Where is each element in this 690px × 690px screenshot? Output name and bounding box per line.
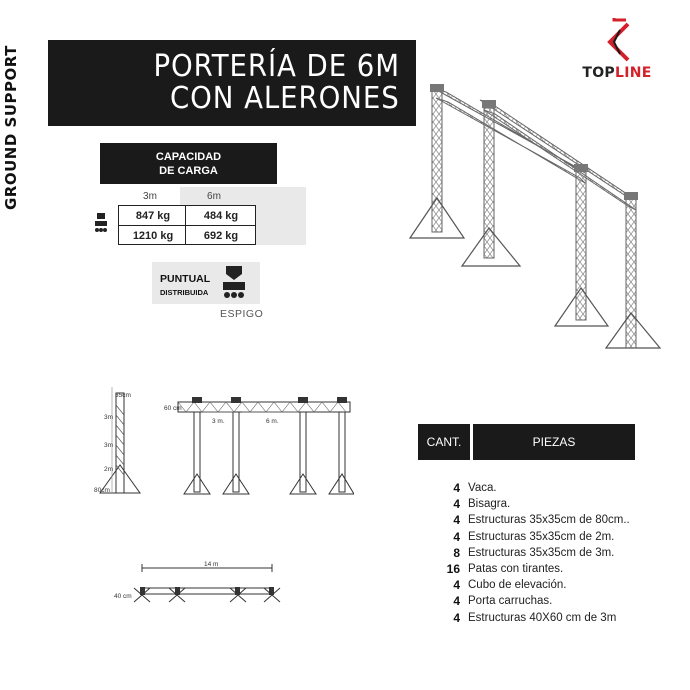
piece-qty: 16 — [446, 562, 460, 577]
top-view-diagram — [112, 558, 286, 608]
side-label-2m: 2m — [104, 466, 114, 473]
piece-row — [440, 480, 690, 496]
pieces-header-name: PIEZAS — [473, 424, 635, 460]
piece-row — [440, 561, 690, 577]
capacity-table — [118, 205, 256, 245]
piece-qty: 4 — [453, 497, 460, 512]
side-label-3m-top: 3m — [104, 414, 114, 421]
piece-qty: 4 — [453, 481, 460, 496]
title-line-2: CON ALERONES — [170, 81, 400, 116]
piece-qty: 8 — [453, 545, 460, 560]
capacity-cell-puntual-6m: 484 kg — [203, 209, 239, 222]
capacity-col-divider — [185, 206, 186, 244]
piece-name: Patas con tirantes. — [468, 563, 564, 576]
front-label-3m: 3 m. — [212, 418, 225, 425]
brand-top-text: TOP — [582, 65, 615, 81]
side-view-diagram — [92, 385, 144, 497]
capacity-header — [100, 143, 277, 184]
front-label-60cm: 60 cm — [164, 405, 182, 412]
piece-row — [440, 545, 690, 561]
piece-name: Estructuras 40X60 cm de 3m — [468, 611, 617, 624]
piece-name: Estructuras 35x35cm de 3m. — [468, 546, 615, 559]
piece-row — [440, 529, 690, 545]
capacity-cell-puntual-3m: 847 kg — [135, 209, 171, 222]
ground-support-label: GROUND SUPPORT — [2, 45, 20, 210]
structure-perspective-illustration — [400, 78, 690, 360]
capacity-col-3m: 3m — [143, 191, 157, 202]
piece-qty: 4 — [453, 610, 460, 625]
piece-name: Bisagra. — [468, 498, 511, 511]
piece-name: Estructuras 35x35cm de 2m. — [468, 530, 615, 543]
front-view-diagram — [164, 392, 354, 498]
pieces-header-qty: CANT. — [418, 424, 470, 460]
side-label-35cm: 35cm — [115, 392, 131, 399]
side-label-3m-mid: 3m — [104, 442, 114, 449]
piece-qty: 4 — [453, 578, 460, 593]
piece-name: Vaca. — [468, 482, 497, 495]
front-label-6m: 6 m. — [266, 418, 279, 425]
piece-row — [440, 496, 690, 512]
capacity-col-6m: 6m — [207, 191, 221, 202]
side-label-80cm: 80cm — [94, 487, 110, 494]
capacity-header-line-1: CAPACIDAD — [155, 150, 222, 163]
piece-row — [440, 593, 690, 609]
capacity-header-line-2: DE CARGA — [159, 164, 218, 177]
capacity-cell-distribuida-6m: 692 kg — [203, 229, 239, 242]
brand-line-text: LINE — [615, 65, 652, 81]
piece-row — [440, 512, 690, 528]
load-point-icon — [94, 213, 108, 235]
piece-qty: 4 — [453, 529, 460, 544]
legend-puntual: PUNTUAL — [160, 273, 211, 285]
topline-logo — [572, 18, 662, 82]
piece-name: Cubo de elevación. — [468, 579, 567, 592]
topline-logo-mark-icon — [606, 18, 632, 64]
legend-espigo: ESPIGO — [220, 308, 264, 320]
pieces-list — [440, 480, 690, 626]
capacity-cell-distribuida-3m: 1210 kg — [132, 229, 174, 242]
piece-name: Porta carruchas. — [468, 595, 553, 608]
top-label-14m: 14 m — [204, 561, 219, 568]
piece-row — [440, 610, 690, 626]
piece-qty: 4 — [453, 594, 460, 609]
title-banner — [48, 40, 416, 126]
piece-name: Estructuras 35x35cm de 80cm.. — [468, 514, 630, 527]
piece-row — [440, 577, 690, 593]
capacity-row-divider — [119, 225, 255, 226]
piece-qty: 4 — [453, 513, 460, 528]
top-label-40cm: 40 cm — [114, 593, 132, 600]
legend-distribuida: DISTRIBUIDA — [160, 288, 209, 297]
legend-load-icon — [222, 266, 246, 300]
title-line-1: PORTERÍA DE 6M — [153, 49, 400, 84]
